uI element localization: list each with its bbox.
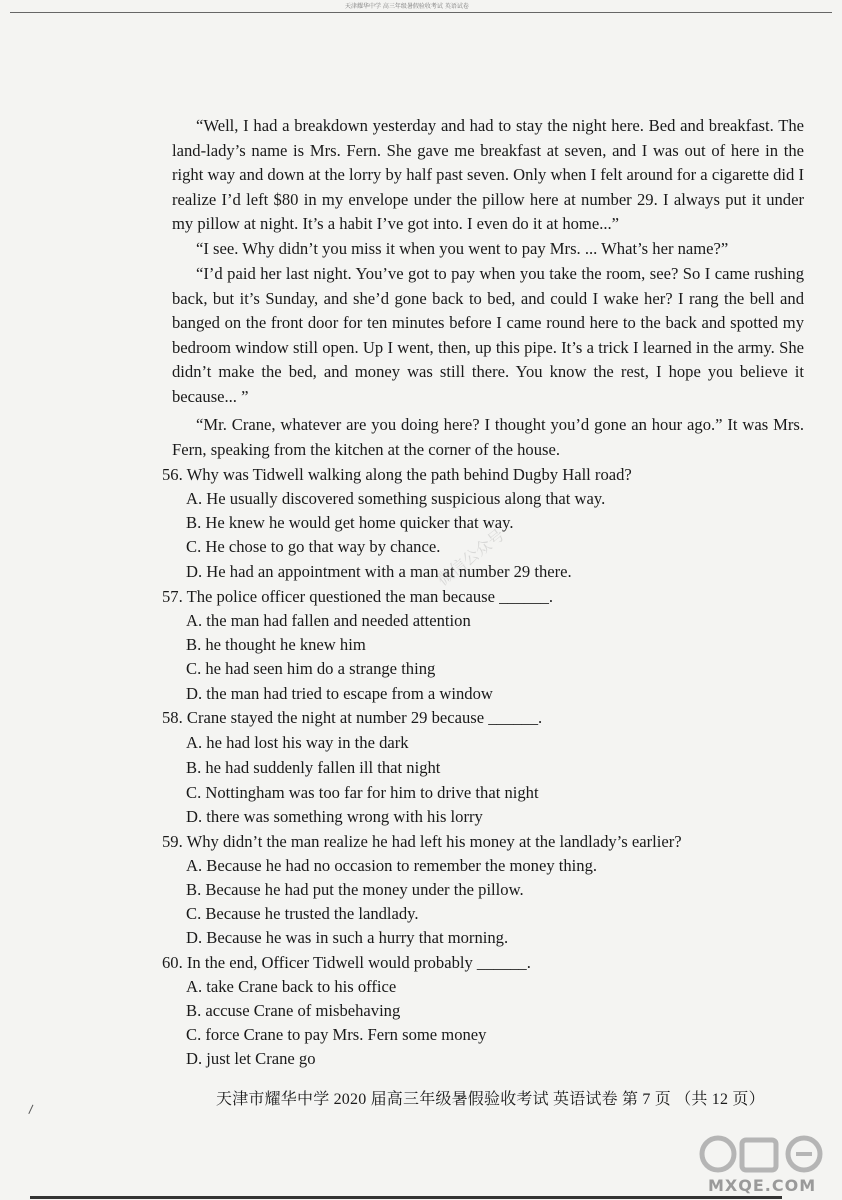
option-59-c: C. Because he trusted the landlady. (186, 904, 419, 923)
passage-paragraph-4: “Mr. Crane, whatever are you doing here? I thought you’d gone an hour ago.” It was Mrs. Fern, speaking from the kitchen at the corner of the house. (172, 415, 804, 459)
option-59-a: A. Because he had no occasion to remember the money thing. (186, 856, 598, 875)
option-59-b: B. Because he had put the money under the pillow. (186, 880, 524, 899)
option-57-c: C. he had seen him do a strange thing (186, 659, 436, 678)
option-56-d: D. He had an appointment with a man at number 29 there. (186, 562, 572, 581)
bottom-rule (30, 1196, 782, 1199)
option-56-c: C. He chose to go that way by chance. (186, 537, 441, 556)
option-60-a: A. take Crane back to his office (186, 977, 397, 996)
top-rule (10, 12, 832, 13)
option-56-b: B. He knew he would get home quicker that way. (186, 513, 514, 532)
question-60: 60. In the end, Officer Tidwell would probably ______. (162, 953, 531, 972)
option-57-a: A. the man had fallen and needed attention (186, 611, 471, 630)
question-56: 56. Why was Tidwell walking along the path behind Dugby Hall road? (162, 465, 632, 484)
question-58: 58. Crane stayed the night at number 29 because ______. (162, 708, 543, 727)
option-58-b: B. he had suddenly fallen ill that night (186, 758, 441, 777)
option-56-a: A. He usually discovered something suspicious along that way. (186, 489, 606, 508)
option-60-b: B. accuse Crane of misbehaving (186, 1001, 401, 1020)
passage-paragraph-1: “Well, I had a breakdown yesterday and had to stay the night here. Bed and breakfast. The land-lady’s name is Mrs. Fern. She gave me breakfast at seven, and I was out of here in the right way and down at the lorry by half past seven. Only when I felt around for a cigarette did I realize I’d left $80 in my envelope under the pillow here at number 29. I always put it under my pillow at night. It’s a habit I’ve got into. I even do it at home...” (172, 116, 804, 234)
top-note: 天津耀华中学 高三年级暑假验收考试 英语试卷 (345, 3, 469, 10)
site-logo-text: MXQE.COM (708, 1176, 817, 1195)
page-footer: 天津市耀华中学 2020 届高三年级暑假验收考试 英语试卷 第 7 页 （共 12 页） (216, 1091, 765, 1108)
question-57: 57. The police officer questioned the man because ______. (162, 587, 554, 606)
question-59: 59. Why didn’t the man realize he had left his money at the landlady’s earlier? (162, 832, 682, 851)
passage-paragraph-2: “I see. Why didn’t you miss it when you went to pay Mrs. ... What’s her name?” (196, 239, 729, 258)
option-58-d: D. there was something wrong with his lorry (186, 807, 483, 826)
option-60-d: D. just let Crane go (186, 1049, 316, 1068)
option-57-b: B. he thought he knew him (186, 635, 366, 654)
option-58-c: C. Nottingham was too far for him to drive that night (186, 783, 539, 802)
option-59-d: D. Because he was in such a hurry that morning. (186, 928, 509, 947)
option-60-c: C. force Crane to pay Mrs. Fern some money (186, 1025, 487, 1044)
passage-paragraph-3: “I’d paid her last night. You’ve got to pay when you take the room, see? So I came rushing back, but it’s Sunday, and she’d gone back to bed, and could I wake her? I rang the bell and banged on the front door for ten minutes before I came round here to the back and spotted my bedroom window still open. Up I went, then, up this pipe. It’s a trick I learned in the army. She didn’t make the bed, and money was still there. You know the rest, I hope you believe it because... ” (172, 264, 804, 406)
option-58-a: A. he had lost his way in the dark (186, 733, 409, 752)
watermark: 微信公众号 (433, 525, 508, 590)
option-57-d: D. the man had tried to escape from a window (186, 684, 493, 703)
pen-mark (28, 1105, 40, 1118)
